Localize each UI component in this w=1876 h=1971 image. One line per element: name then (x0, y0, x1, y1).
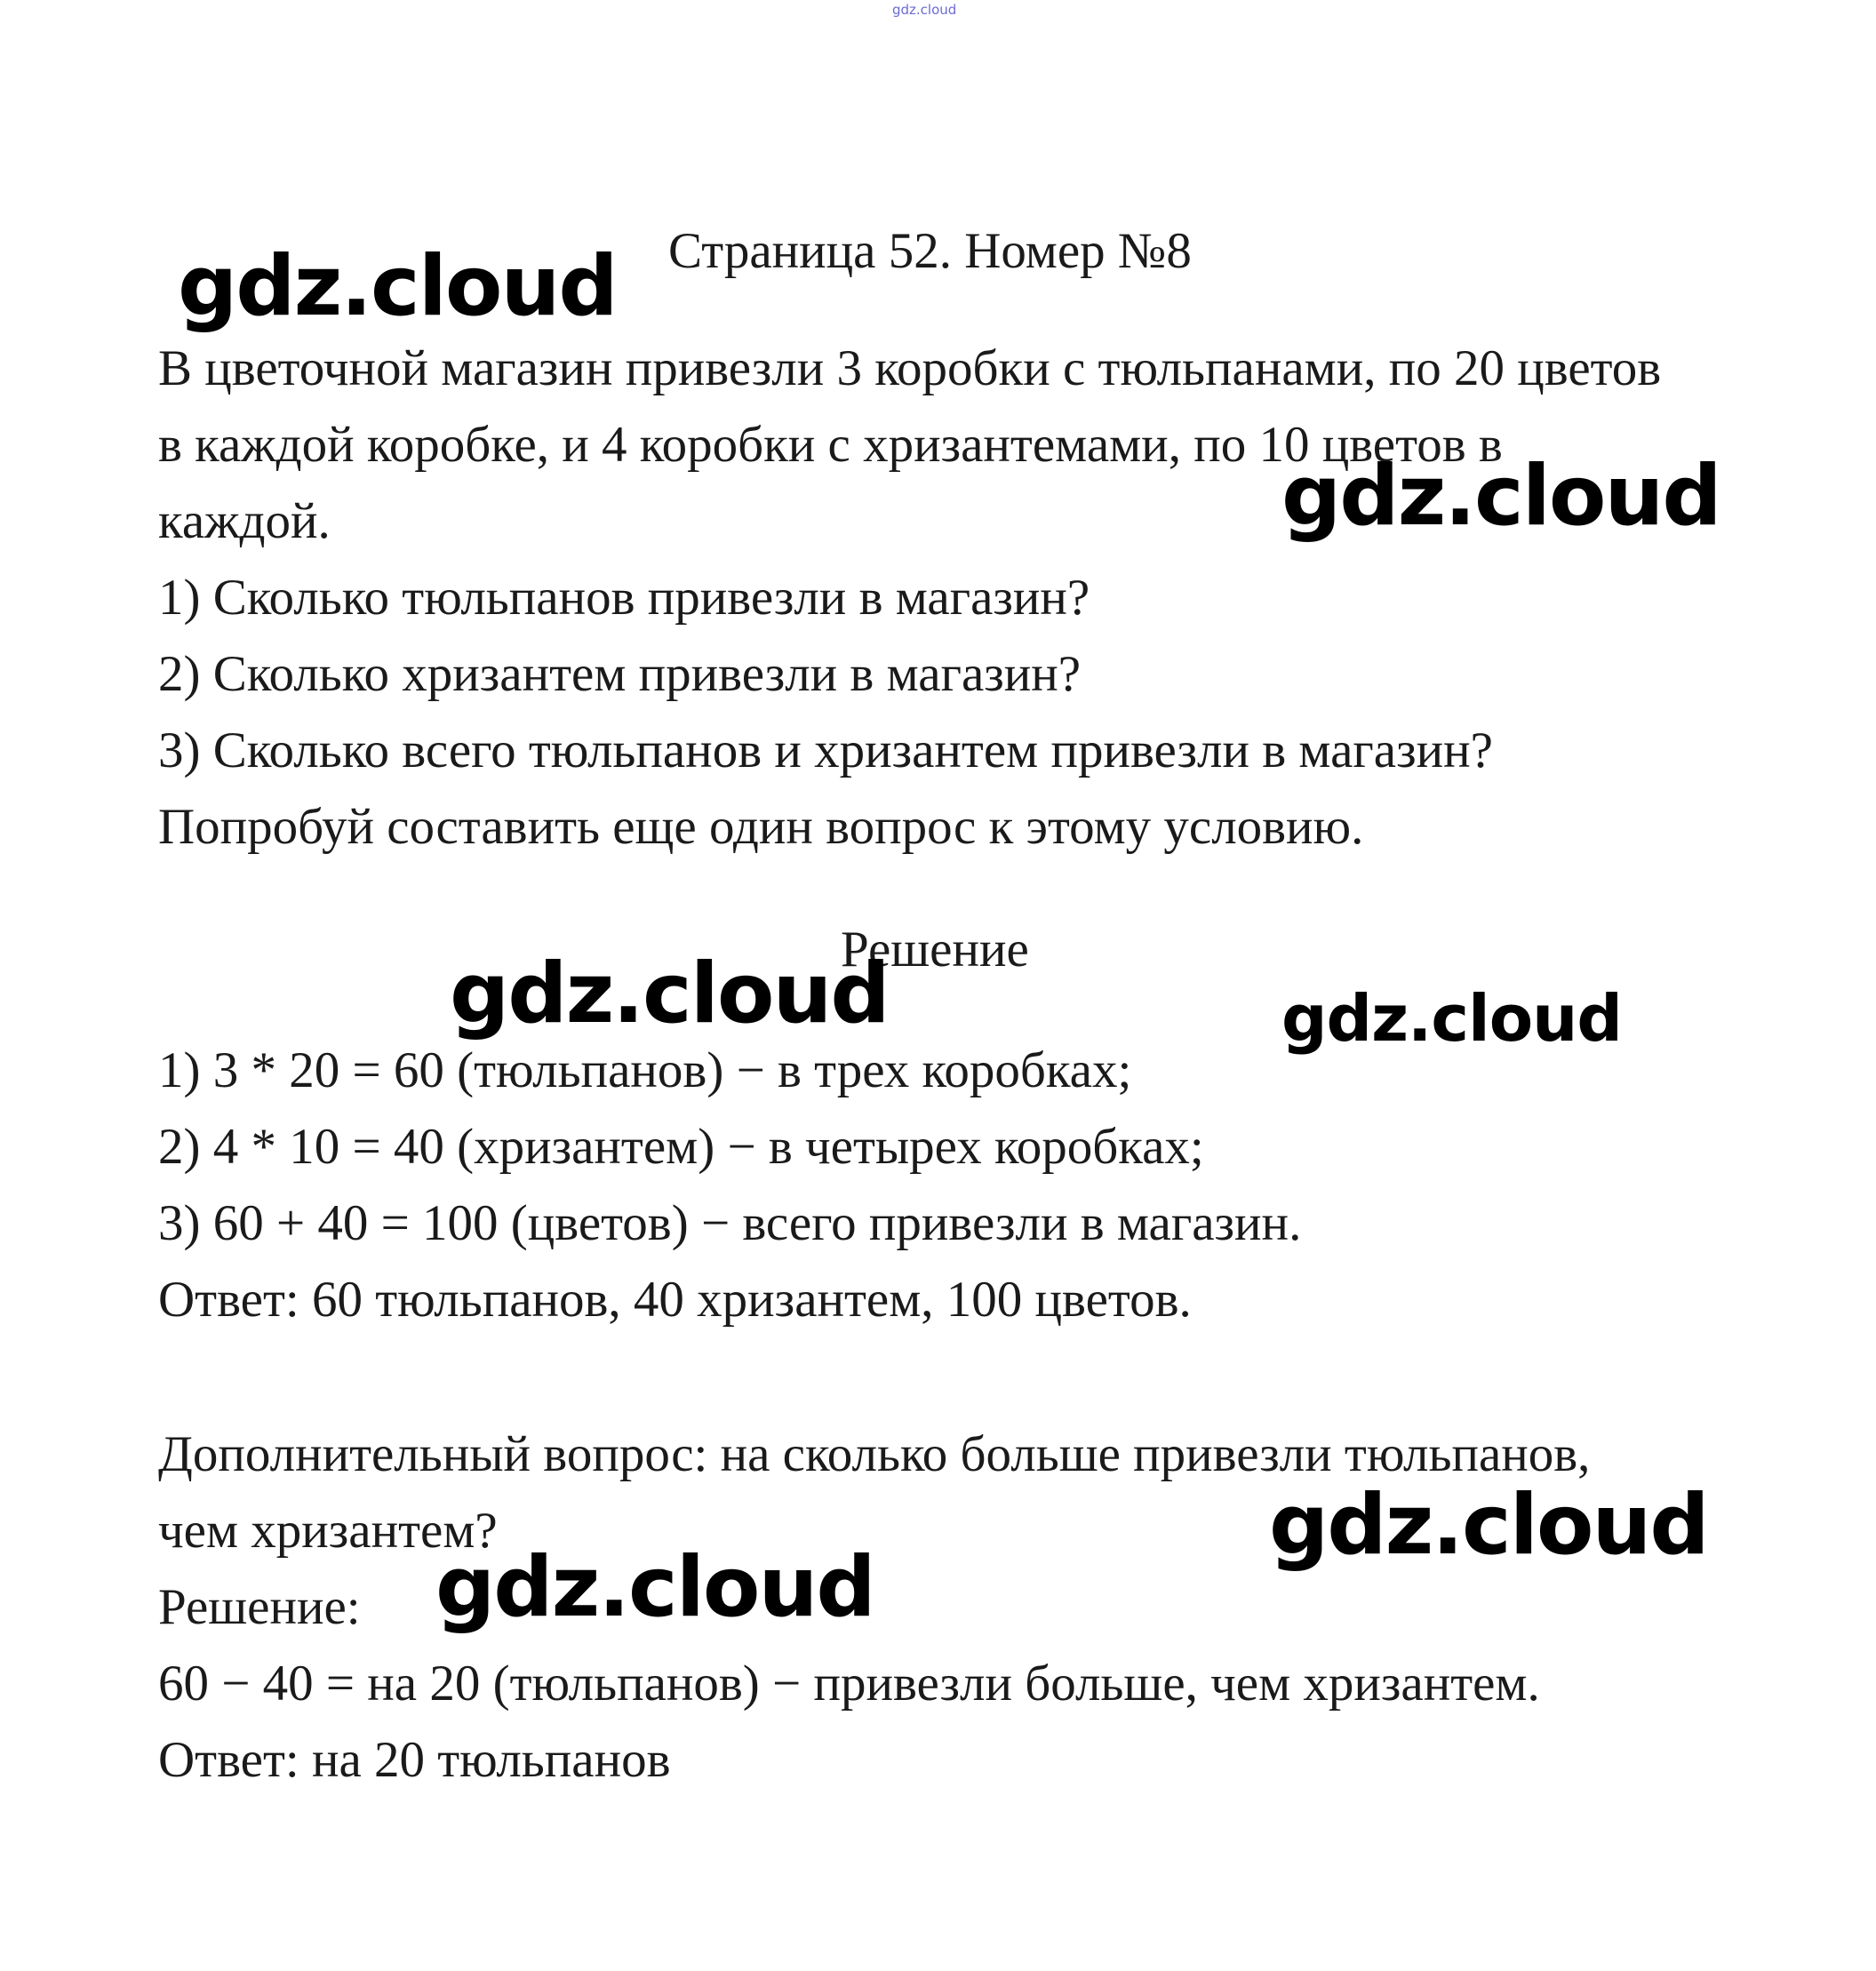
question-item: 3) Сколько всего тюльпанов и хризантем привезли в магазин? (158, 722, 1493, 778)
watermark: gdz.cloud (1281, 981, 1622, 1056)
task-line: каждой. (158, 493, 331, 549)
task-line: в каждой коробке, и 4 коробки с хризантемами, по 10 цветов в (158, 417, 1503, 473)
site-link[interactable]: gdz.cloud (892, 2, 957, 18)
watermark: gdz.cloud (178, 238, 617, 335)
question-item: 1) Сколько тюльпанов привезли в магазин? (158, 570, 1090, 626)
watermark: gdz.cloud (1281, 448, 1720, 545)
additional-solution-step: 60 − 40 = на 20 (тюльпанов) − привезли больше, чем хризантем. (158, 1656, 1540, 1712)
watermark: gdz.cloud (1269, 1477, 1708, 1574)
solution-step: 1) 3 * 20 = 60 (тюльпанов) − в трех коробках; (158, 1042, 1132, 1098)
solution-heading: Решение (841, 922, 1029, 978)
additional-answer: Ответ: на 20 тюльпанов (158, 1732, 671, 1788)
additional-solution-label: Решение: (158, 1579, 361, 1635)
additional-question-line: чем хризантем? (158, 1503, 498, 1559)
page-title: Страница 52. Номер №8 (668, 223, 1192, 279)
solution-step: 3) 60 + 40 = 100 (цветов) − всего привезли в магазин. (158, 1195, 1302, 1251)
additional-question-line: Дополнительный вопрос: на сколько больше привезли тюльпанов, (158, 1426, 1591, 1482)
watermark: gdz.cloud (450, 946, 889, 1042)
solution-step: 2) 4 * 10 = 40 (хризантем) − в четырех коробках; (158, 1119, 1204, 1175)
watermark: gdz.cloud (435, 1539, 874, 1636)
question-item: 2) Сколько хризантем привезли в магазин? (158, 646, 1082, 702)
task-line: В цветочной магазин привезли 3 коробки с тюльпанами, по 20 цветов (158, 340, 1662, 396)
extra-prompt: Попробуй составить еще один вопрос к этому условию. (158, 799, 1364, 855)
solution-answer: Ответ: 60 тюльпанов, 40 хризантем, 100 цветов. (158, 1272, 1192, 1328)
